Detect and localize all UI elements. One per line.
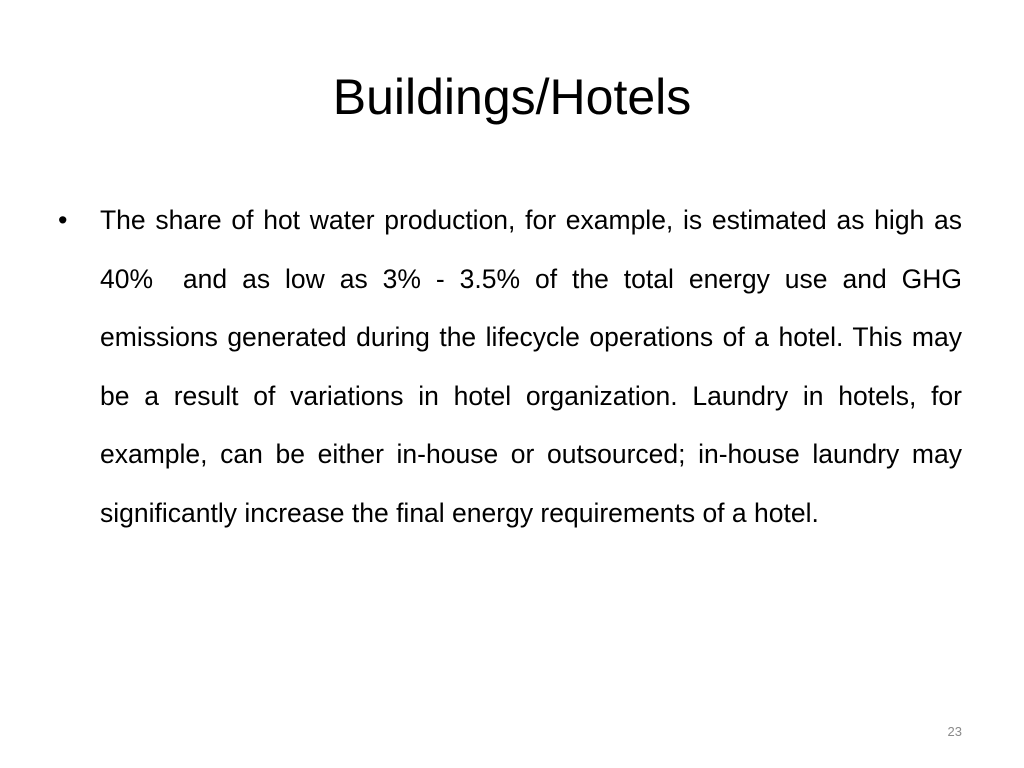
page-number: 23 [947,724,962,739]
bullet-item [58,191,970,542]
bullet-text: The share of hot water production, for example, is estimated as high as 40% and as low as 3% - 3.5% of the total energy use and GHG emissions generated during the lifecycle operations of a hotel. This may be a result of variations in hotel organization. Laundry in hotels, for example, can be either in-house or outsourced; in-house laundry may significantly increase the final energy requirements of a hotel. [100,205,970,528]
bullet-list [58,191,970,542]
bullet-marker: • [58,205,68,235]
slide-title: Buildings/Hotels [332,69,692,125]
